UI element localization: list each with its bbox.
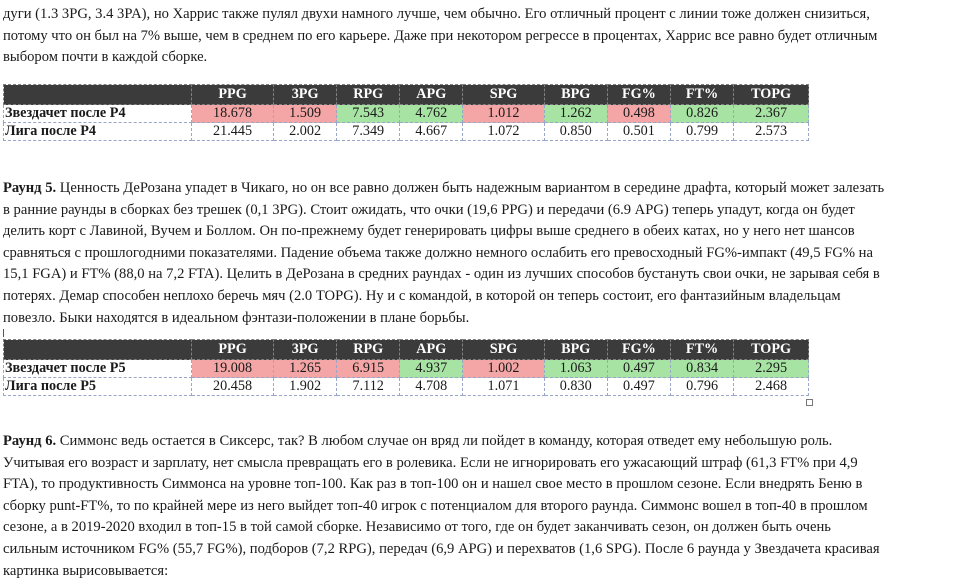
stat-cell: 2.002 [274,123,337,141]
stat-cell: 20.458 [192,378,274,396]
column-header: FG% [607,85,670,105]
column-header: FT% [671,85,734,105]
stat-cell: 6.915 [337,360,400,378]
stat-cell: 18.678 [192,105,274,123]
text-line: повезло. Быки находятся в идеальном фэнтази-положении в плане борьбы. [3,309,470,326]
table-row [4,105,809,123]
stat-cell: 2.573 [734,123,809,141]
row-label: Лига после Р4 [4,123,192,141]
text-line: потому что он был на 7% выше, чем в среднем по его карьере. Даже при некотором регрессе в процентах, Харрис все равно будет отличным [3,27,878,44]
header-blank-cell [4,85,192,105]
column-header: PPG [192,85,274,105]
stat-cell: 4.762 [400,105,463,123]
table-resize-handle[interactable] [806,399,813,406]
stats-table-round5 [3,339,809,396]
column-header: RPG [337,85,400,105]
stats-table-round4 [3,84,809,141]
stat-cell: 4.937 [400,360,463,378]
paragraph-round5 [3,178,971,329]
text-line: сравняться с прошлогодними показателями. Падение объема также должно немного ослабить его превосходный FG%-импакт (49,5 FG% на [3,244,873,261]
stat-cell: 0.497 [607,378,670,396]
text-line: 15,1 FGA) и FT% (88,0 на 7,2 FTA). Целить в ДеРозана в средних раундах - один из лучших способов бустануть свои очки, не зарывая себя в [3,266,880,283]
column-header: BPG [544,85,607,105]
paragraph-harris [3,4,971,69]
column-header: FG% [607,340,670,360]
stat-cell: 0.830 [544,378,607,396]
stat-cell: 1.002 [463,360,544,378]
text-line: делить корт с Лавиной, Вучем и Боллом. Он по-прежнему будет генерировать цифры выше среднего в обеих катах, но у него нет шансов [3,223,855,240]
stat-cell: 0.796 [671,378,734,396]
paragraph-round6 [3,431,971,582]
stat-cell: 1.509 [274,105,337,123]
text-line: выбором почти в каждой сборке. [3,49,208,66]
text-line: Учитывая его возраст и зарплату, нет смысла превращать его в ролевика. Если не игнорировать его ужасающий штраф (61,3 FT% при 4,9 [3,454,858,471]
stat-cell: 4.667 [400,123,463,141]
stat-cell: 1.071 [463,378,544,396]
text-line: сильным источником FG% (55,7 FG%), подборов (7,2 RPG), передач (6,9 APG) и перехватов (1,6 SPG). После 6 раунда у Звездачета красивая [3,540,880,557]
column-header: FT% [671,340,734,360]
stat-cell: 1.063 [544,360,607,378]
stat-cell: 7.543 [337,105,400,123]
text-line: сборку punt-FT%, то по крайней мере из него выйдет топ-40 игрок с потенциалом для второго раунда. Симмонс вошел в топ-40 в прошлом [3,497,868,514]
row-label: Звездачет после Р5 [4,360,192,378]
table-header-row [4,340,809,360]
column-header: RPG [337,340,400,360]
text-line: картинка вырисовывается: [3,562,169,579]
stat-cell: 7.112 [337,378,400,396]
row-label: Звездачет после Р4 [4,105,192,123]
stat-cell: 0.497 [607,360,670,378]
text-line: потерях. Демар способен неплохо беречь мяч (2.0 TOPG). Ну и с командой, в которой он теперь состоит, его фантазийным владельцам [3,287,841,304]
column-header: BPG [544,340,607,360]
column-header: 3PG [274,85,337,105]
stat-cell: 1.262 [544,105,607,123]
column-header: SPG [463,340,544,360]
stat-cell: 2.295 [734,360,809,378]
table-row [4,360,809,378]
stat-cell: 1.072 [463,123,544,141]
stat-cell: 0.826 [671,105,734,123]
column-header: TOPG [734,85,809,105]
text-span: Симмонс ведь остается в Сиксерс, так? В любом случае он вряд ли пойдет в команду, которая отведет ему небольшую роль. [56,433,833,449]
stat-cell: 21.445 [192,123,274,141]
header-blank-cell [4,340,192,360]
stat-cell: 0.799 [671,123,734,141]
text-cursor-mark [3,329,6,337]
table-row [4,123,809,141]
stat-cell: 0.834 [671,360,734,378]
stat-cell: 0.850 [544,123,607,141]
stat-cell: 19.008 [192,360,274,378]
stat-cell: 2.468 [734,378,809,396]
text-span: Ценность ДеРозана упадет в Чикаго, но он все равно должен быть надежным вариантом в середине драфта, который может залезать [56,180,885,196]
stat-cell: 4.708 [400,378,463,396]
stat-cell: 0.498 [607,105,670,123]
stat-cell: 1.012 [463,105,544,123]
text-line [3,178,971,200]
stat-cell: 2.367 [734,105,809,123]
column-header: SPG [463,85,544,105]
text-line: дуги (1.3 3PG, 3.4 3PA), но Харрис также пулял двухи намного лучше, чем обычно. Его отличный процент с линии тоже должен снизиться, [3,6,870,22]
text-line [3,431,971,453]
text-line: в ранние раунды в сборках без трешек (0,1 3PG). Стоит ожидать, что очки (19,6 PPG) и передачи (6.9 APG) теперь упадут, когда он будет [3,201,855,218]
text-line: FTA), то продуктивность Симмонса на уровне топ-100. Как раз в топ-100 он и нашел свое место в прошлом сезоне. Если внедрять Беню в [3,476,863,493]
column-header: 3PG [274,340,337,360]
row-label: Лига после Р5 [4,378,192,396]
column-header: PPG [192,340,274,360]
column-header: APG [400,85,463,105]
stat-cell: 0.501 [607,123,670,141]
text-line: сезоне, а в 2019-2020 входил в топ-15 в той самой сборке. Независимо от того, где он будет заканчивать сезон, он должен быть очень [3,519,831,536]
table-row [4,378,809,396]
stat-cell: 1.265 [274,360,337,378]
round-label: Раунд 6. [3,433,57,449]
stat-cell: 7.349 [337,123,400,141]
round-label: Раунд 5. [3,180,57,196]
table-header-row [4,85,809,105]
column-header: APG [400,340,463,360]
stat-cell: 1.902 [274,378,337,396]
column-header: TOPG [734,340,809,360]
